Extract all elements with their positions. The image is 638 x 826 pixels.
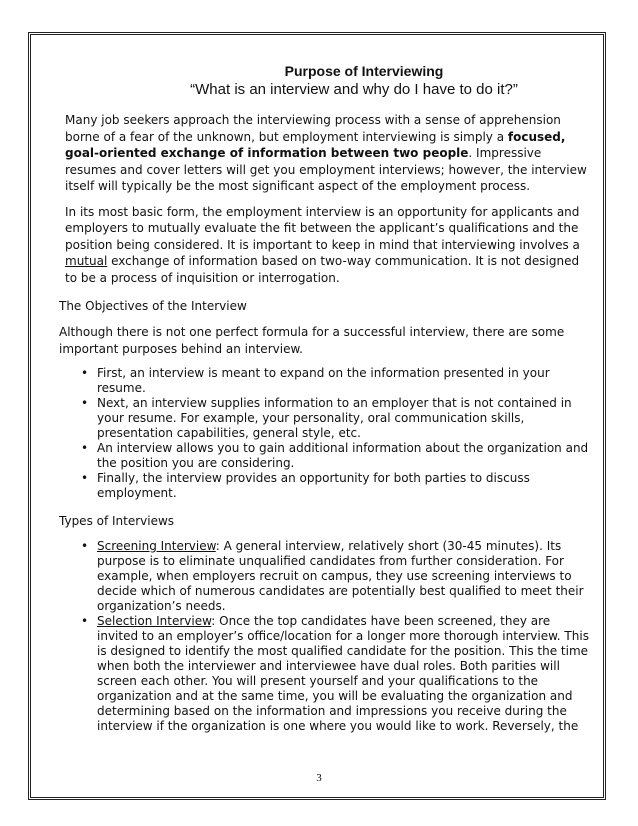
interview-type-term: Selection Interview: [97, 614, 212, 628]
list-item: [59, 539, 589, 614]
basic-form-text-2: exchange of information based on two-way communication. It is not designed to be a process of inquisition or interrogation.: [65, 254, 580, 285]
document-body: [59, 62, 589, 744]
objective-text: An interview allows you to gain additional information about the organization and the position you are considering.: [97, 441, 589, 470]
types-heading: Types of Interviews: [59, 514, 175, 528]
list-item: [59, 441, 589, 471]
bullet-icon: •: [81, 396, 89, 410]
objective-text: First, an interview is meant to expand on the information presented in your resume.: [97, 366, 550, 395]
document-subtitle: “What is an interview and why do I have to do it?”: [190, 81, 518, 98]
intro-paragraph: [65, 112, 589, 195]
objectives-intro: Although there is not one perfect formula for a successful interview, there are some important purposes behind an interview.: [59, 325, 565, 356]
interview-type-term: Screening Interview: [97, 539, 216, 553]
objective-text: Next, an interview supplies information to an employer that is not contained in your resume. For example, your personality, oral communication skills, presentation capabilities, general style, etc.: [97, 396, 572, 440]
bullet-icon: •: [81, 471, 89, 485]
interview-type-text: : A general interview, relatively short (30-45 minutes). Its purpose is to eliminate unqualified candidates from further consideration. For example, when employers recruit on campus, they use screening interviews to decide which of numerous candidates are potentially best qualified to meet their organization’s needs.: [97, 539, 584, 613]
objective-text: Finally, the interview provides an opportunity for both parties to discuss employment.: [97, 471, 530, 500]
list-item: [59, 396, 589, 441]
intro-text-2: . Impressive resumes and cover letters will get you employment interviews; however, the interview itself will typically be the most significant aspect of the employment process.: [65, 146, 587, 193]
interview-type-text: : Once the top candidates have been screened, they are invited to an employer’s office/location for a longer more thorough interview. This is designed to identify the most qualified candidate for the position. This the time when both the interviewer and interviewee have dual roles. Both parities will screen each other. You will present yourself and your qualifications to the organization and at the same time, you will be evaluating the organization and determining based on the information and impressions you receive during the interview if the organization is one where you would like to work. Reversely, the: [97, 614, 589, 733]
page-number: 3: [316, 772, 322, 784]
basic-form-paragraph: [65, 204, 589, 287]
document-title: Purpose of Interviewing: [284, 63, 444, 79]
basic-form-text-1: In its most basic form, the employment interview is an opportunity for applicants and employers to mutually evaluate the fit between the applicant’s qualifications and the position being considered. It is important to keep in mind that interviewing involves a: [65, 204, 580, 252]
types-list: [59, 539, 589, 734]
list-item: [59, 366, 589, 396]
bullet-icon: •: [81, 366, 89, 380]
objectives-list: [59, 366, 589, 501]
intro-bold-text: focused, goal-oriented exchange of information between two people: [65, 129, 566, 160]
bullet-icon: •: [81, 614, 89, 628]
bullet-icon: •: [81, 441, 89, 455]
bullet-icon: •: [81, 539, 89, 553]
list-item: [59, 614, 589, 734]
intro-text-1: Many job seekers approach the interviewing process with a sense of apprehension borne of a fear of the unknown, but employment interviewing is simply a: [65, 113, 561, 144]
objectives-heading: The Objectives of the Interview: [59, 299, 247, 313]
list-item: [59, 471, 589, 501]
basic-form-underlined: mutual: [65, 254, 108, 268]
